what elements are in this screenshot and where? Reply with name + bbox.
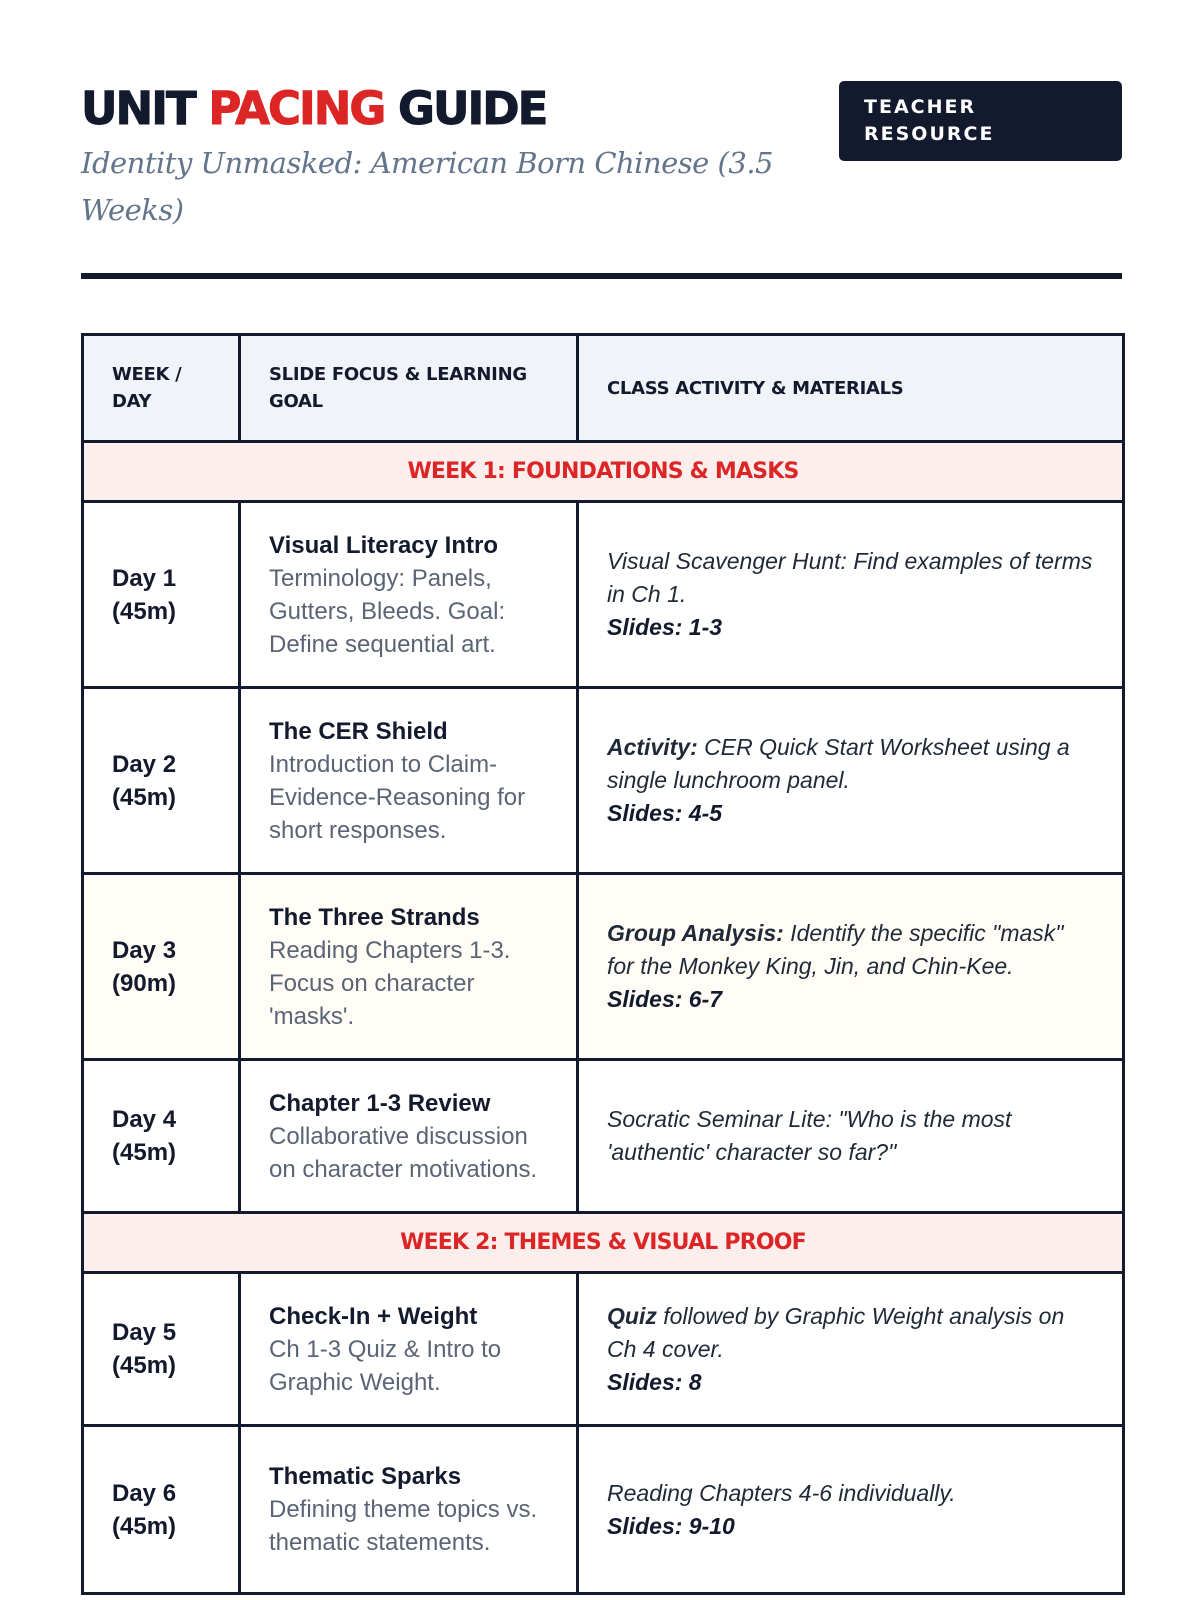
- table-header-row: [83, 335, 1124, 442]
- day-label: Day 5: [112, 1319, 177, 1346]
- focus-description: Introduction to Claim-Evidence-Reasoning for short responses.: [269, 750, 526, 844]
- focus-title: The CER Shield: [269, 717, 448, 745]
- day-duration: (45m): [112, 1139, 177, 1166]
- activity-cell: [578, 688, 1124, 874]
- day-duration: (45m): [112, 1352, 177, 1379]
- focus-cell: [240, 874, 578, 1060]
- column-header-week-day: WEEK / DAY: [83, 335, 240, 442]
- header-divider: [81, 273, 1122, 279]
- table-row: [83, 1060, 1124, 1213]
- focus-cell: [240, 1060, 578, 1213]
- focus-cell: [240, 502, 578, 688]
- badge-line-2: RESOURCE: [864, 123, 995, 145]
- day-cell: [83, 1273, 240, 1426]
- focus-description: Collaborative discussion on character motivations.: [269, 1122, 538, 1183]
- focus-description: Reading Chapters 1-3. Focus on character 'masks'.: [269, 936, 511, 1030]
- focus-cell: [240, 1273, 578, 1426]
- focus-title: Thematic Sparks: [269, 1463, 462, 1490]
- table-row: [83, 874, 1124, 1060]
- day-cell: [83, 874, 240, 1060]
- focus-title: Chapter 1-3 Review: [269, 1089, 491, 1117]
- activity-text: Visual Scavenger Hunt: Find examples of terms in Ch 1.: [607, 548, 1093, 607]
- column-header-class-activity: CLASS ACTIVITY & MATERIALS: [578, 335, 1124, 442]
- focus-description: Terminology: Panels, Gutters, Bleeds. Goal: Define sequential art.: [269, 564, 506, 658]
- activity-cell: [578, 502, 1124, 688]
- day-duration: (45m): [112, 783, 177, 811]
- slides-reference: Slides: 6-7: [607, 986, 723, 1012]
- focus-description: Ch 1-3 Quiz & Intro to Graphic Weight.: [269, 1335, 502, 1396]
- badge-line-1: TEACHER: [864, 96, 977, 118]
- table-row: [83, 502, 1124, 688]
- day-cell: [83, 1060, 240, 1213]
- slides-reference: Slides: 1-3: [607, 614, 723, 640]
- day-duration: (90m): [112, 969, 177, 997]
- slides-reference: Slides: 8: [607, 1368, 702, 1395]
- pacing-table: [81, 333, 1125, 1595]
- activity-cell: [578, 1060, 1124, 1213]
- week-1-heading: WEEK 1: FOUNDATIONS & MASKS: [83, 442, 1124, 502]
- day-cell: [83, 688, 240, 874]
- activity-lead: Quiz: [607, 1302, 657, 1329]
- activity-lead: Group Analysis:: [607, 920, 784, 946]
- table-row: [83, 1273, 1124, 1426]
- activity-text: Identify the specific "mask" for the Monkey King, Jin, and Chin-Kee.: [607, 920, 1064, 979]
- day-cell: [83, 502, 240, 688]
- slides-reference: Slides: 9-10: [607, 1512, 735, 1539]
- title-word-unit: UNIT: [81, 82, 195, 135]
- page: [81, 0, 1122, 1556]
- day-label: Day 3: [112, 936, 177, 964]
- week-2-row: [83, 1213, 1124, 1273]
- table-row: [83, 688, 1124, 874]
- focus-title: Check-In + Weight: [269, 1302, 478, 1330]
- title-word-pacing: PACING: [208, 82, 385, 135]
- focus-title: The Three Strands: [269, 903, 480, 931]
- title-word-guide: GUIDE: [398, 82, 547, 135]
- activity-text: CER Quick Start Worksheet using a single lunchroom panel.: [607, 734, 1070, 793]
- teacher-resource-badge: [839, 81, 1122, 161]
- day-label: Day 6: [112, 1479, 177, 1507]
- day-label: Day 1: [112, 564, 177, 592]
- week-1-row: [83, 442, 1124, 502]
- day-label: Day 4: [112, 1106, 177, 1133]
- focus-description: Defining theme topics vs. thematic statements.: [269, 1496, 538, 1556]
- day-cell: [83, 1426, 240, 1594]
- day-duration: (45m): [112, 1512, 177, 1540]
- activity-lead: Activity:: [607, 734, 698, 760]
- focus-cell: [240, 1426, 578, 1594]
- activity-text: followed by Graphic Weight analysis on Ch 4 cover.: [607, 1302, 1065, 1362]
- focus-cell: [240, 688, 578, 874]
- activity-text: Reading Chapters 4-6 individually.: [607, 1479, 956, 1506]
- week-2-heading: WEEK 2: THEMES & VISUAL PROOF: [83, 1213, 1124, 1273]
- activity-text: Socratic Seminar Lite: "Who is the most 'authentic' character so far?": [607, 1106, 1012, 1165]
- page-subtitle: Identity Unmasked: American Born Chinese (3.5 Weeks): [81, 146, 773, 227]
- activity-cell: [578, 874, 1124, 1060]
- table-row: [83, 1426, 1124, 1594]
- header: [81, 0, 1122, 280]
- page-title: [81, 82, 547, 135]
- column-header-slide-focus: SLIDE FOCUS & LEARNING GOAL: [240, 335, 578, 442]
- day-label: Day 2: [112, 750, 177, 778]
- focus-title: Visual Literacy Intro: [269, 531, 498, 559]
- activity-cell: [578, 1426, 1124, 1594]
- slides-reference: Slides: 4-5: [607, 800, 723, 826]
- activity-cell: [578, 1273, 1124, 1426]
- day-duration: (45m): [112, 597, 177, 625]
